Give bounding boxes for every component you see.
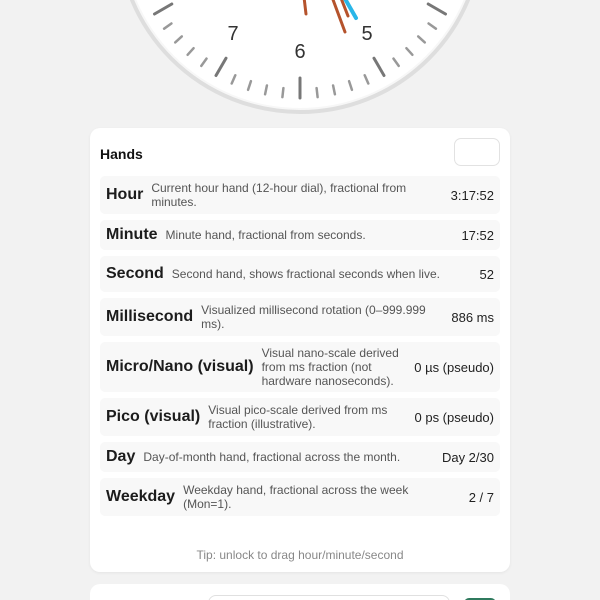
controls-card [90,584,510,600]
hand-row-value: 0 µs (pseudo) [414,359,494,375]
hand-row-name: Millisecond [106,308,194,325]
hand-row-desc: Visual nano-scale derived from ms fraction (not hardware nanoseconds). [261,346,399,388]
numeral-5: 5 [361,23,373,45]
hand-row-value: 52 [479,266,494,282]
hand-row-hour [100,176,500,214]
hand-row-name: Micro/Nano (visual) [106,358,254,375]
hand-row-name: Day [106,448,136,465]
hand-row-value: 0 ps (pseudo) [414,409,494,425]
hand-row-name: Pico (visual) [106,408,201,425]
numeral-6: 6 [294,41,306,63]
hands-card-title: Hands [100,146,143,162]
hand-row-value: 886 ms [451,309,494,325]
hand-row-desc: Day-of-month hand, fractional across the month. [143,450,401,464]
hand-row-desc: Weekday hand, fractional across the week (Mon=1). [183,483,409,511]
hand-row-minute [100,220,500,250]
hand-row-value: 2 / 7 [468,489,494,505]
hand-row-desc: Visualized millisecond rotation (0–999.999 ms). [201,303,426,331]
hand-row-name: Second [106,265,164,282]
hand-row-value: 3:17:52 [450,187,494,203]
hand-row-desc: Second hand, shows fractional seconds when live. [171,267,440,281]
drag-tip: Tip: unlock to drag hour/minute/second [196,548,404,562]
dial-minor-tick [317,88,318,97]
hand-row-millisecond [100,298,500,336]
clock-face [0,0,600,120]
controls-input[interactable] [208,595,450,600]
hand-row-name: Weekday [106,488,176,505]
hands-card [90,128,510,572]
hand-row-name: Hour [106,186,144,203]
dial-minor-tick [265,86,267,95]
hand-row-desc: Current hour hand (12-hour dial), fractional from minutes. [151,181,407,209]
hand-row-day [100,442,500,472]
hand-row-value: Day 2/30 [441,449,494,465]
clock-dial [0,0,600,120]
hands-list [100,176,500,522]
hand-row-micro-nano [100,342,500,392]
hand-row-weekday [100,478,500,516]
hands-card-toggle-button[interactable] [454,138,500,166]
dial-minor-tick [333,86,335,95]
hand-row-pico [100,398,500,436]
hand-row-second [100,256,500,292]
dial-minor-tick [282,88,283,97]
hand-row-name: Minute [106,226,158,243]
hand-row-value: 17:52 [461,227,494,243]
hand-row-desc: Minute hand, fractional from seconds. [165,228,366,242]
numeral-7: 7 [227,23,239,45]
hand-row-desc: Visual pico-scale derived from ms fraction (illustrative). [208,403,388,431]
